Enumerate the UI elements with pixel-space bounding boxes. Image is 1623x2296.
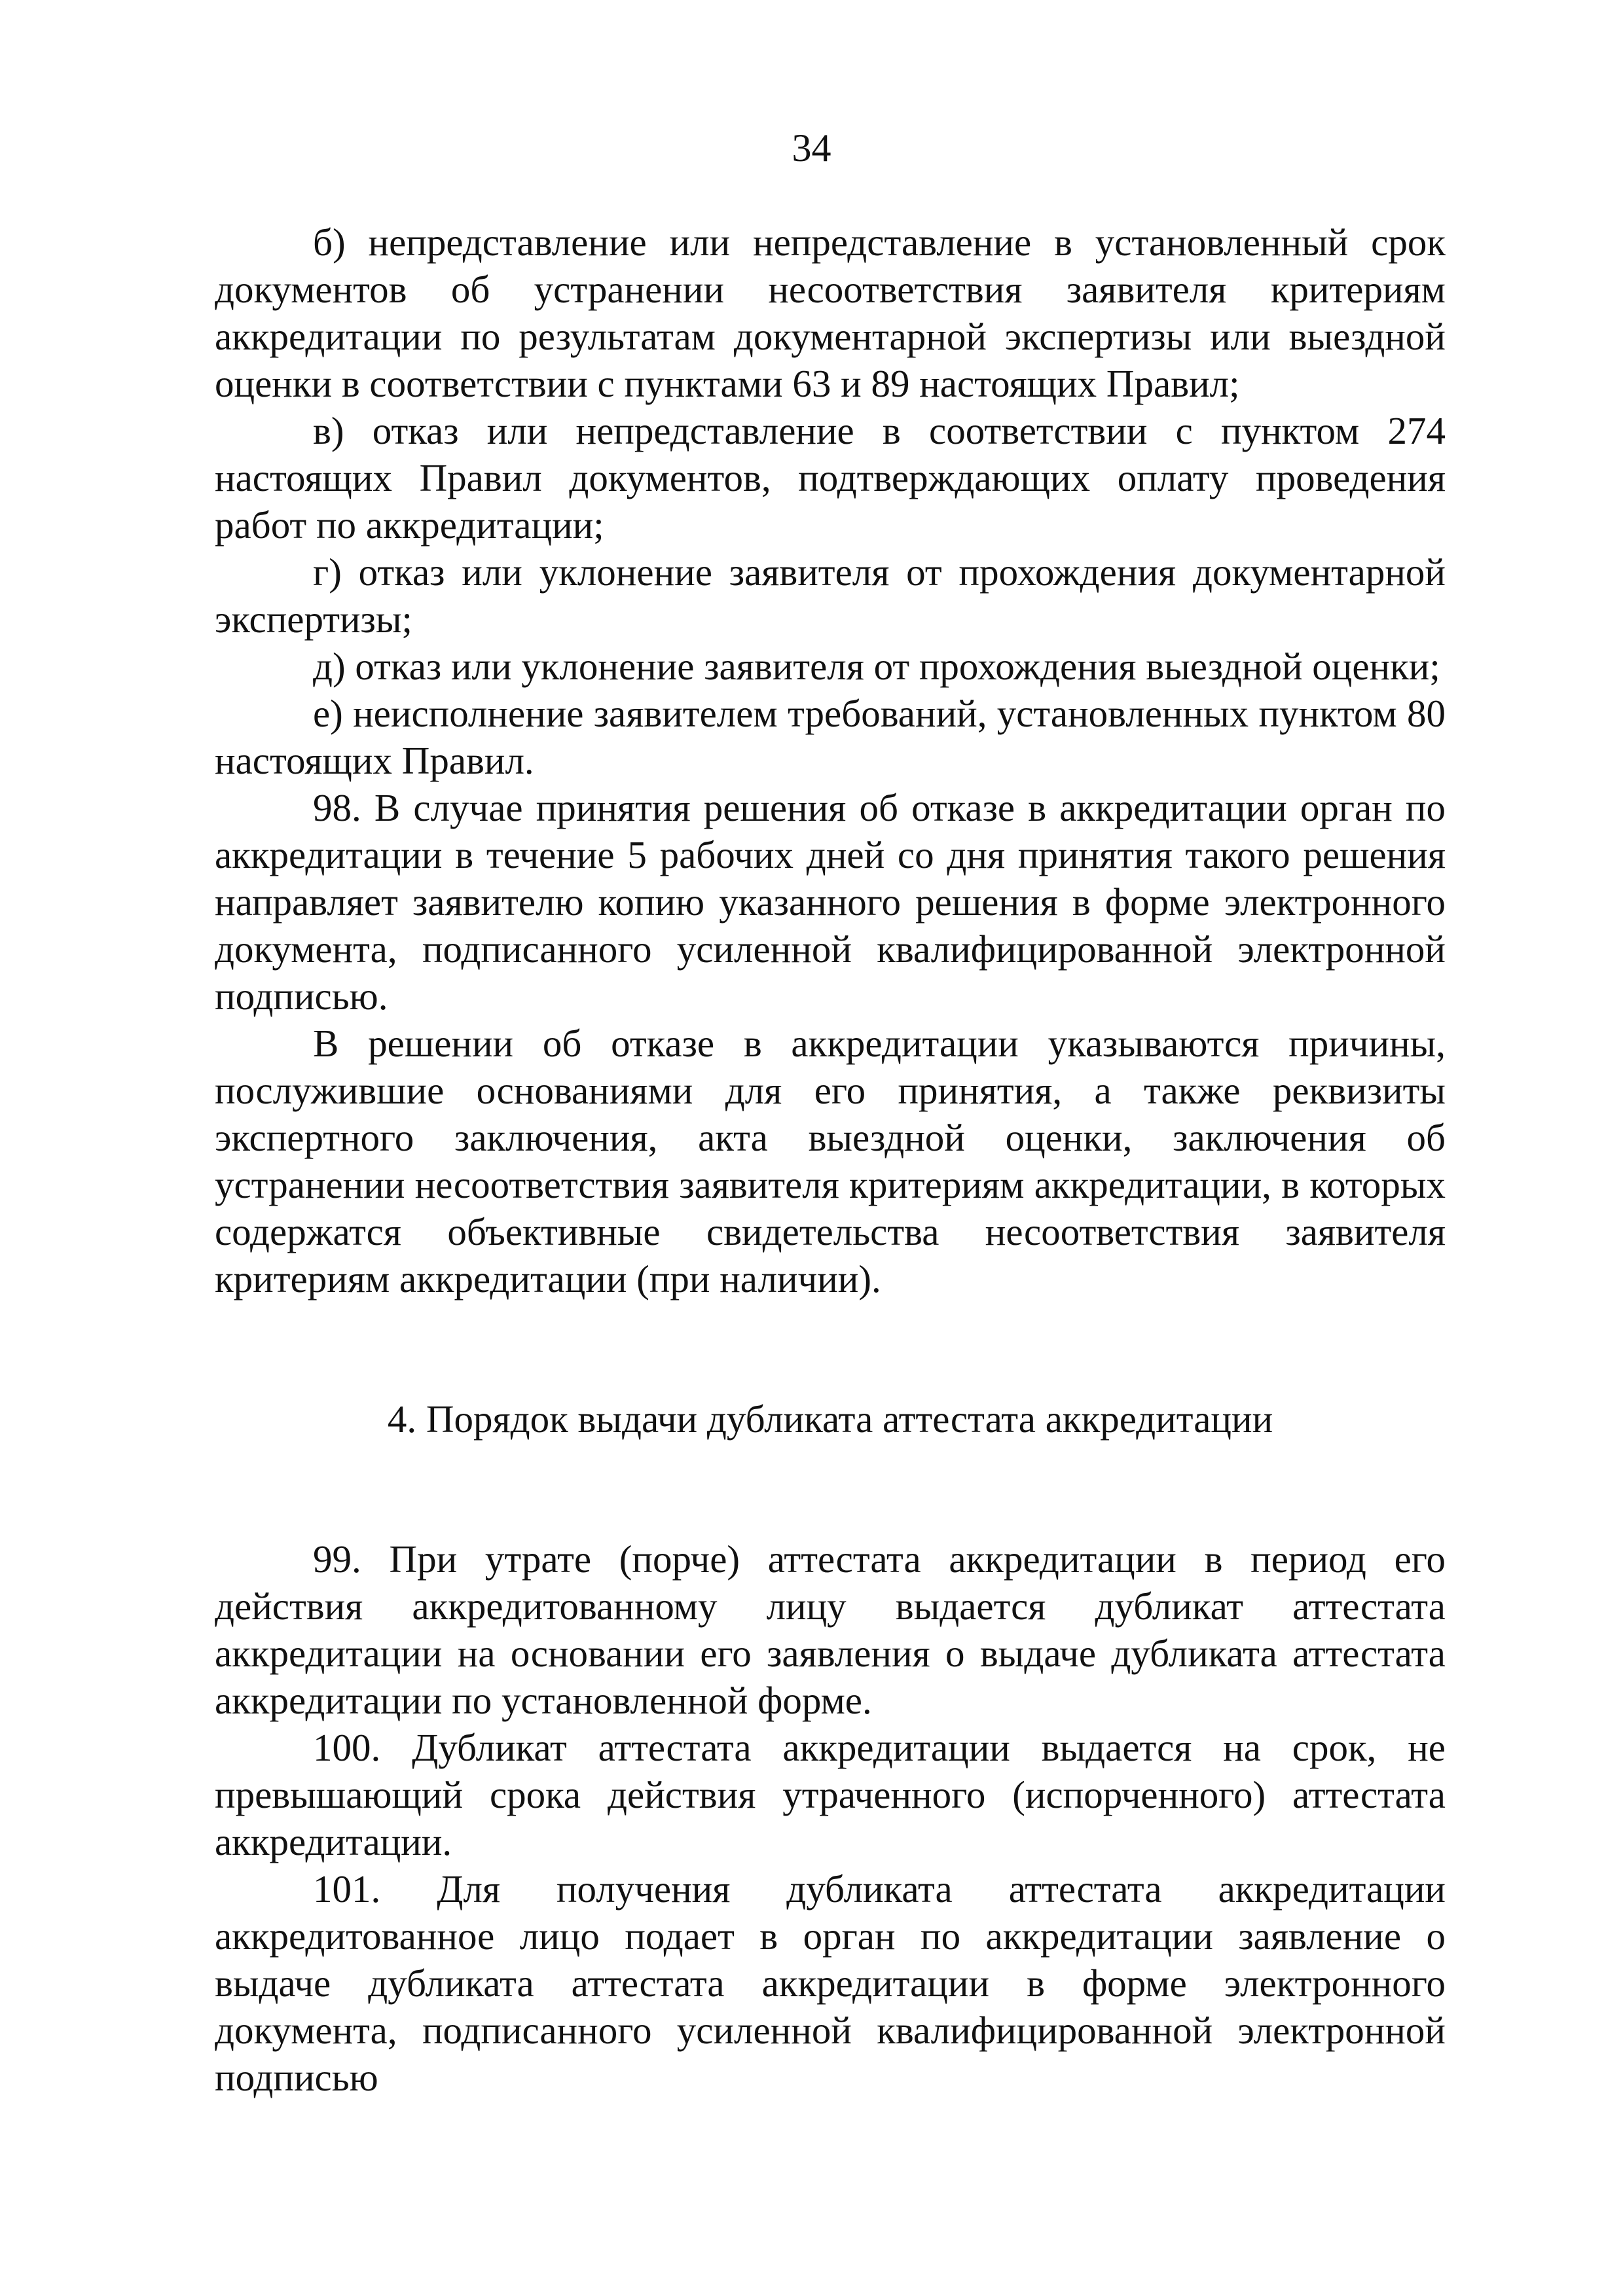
paragraph-d: д) отказ или уклонение заявителя от прохождения выездной оценки; <box>313 645 1440 688</box>
paragraph-100: 100. Дубликат аттестата аккредитации выдается на срок, не превышающий срока действия утраченного (испорченного) аттестата аккредитации. <box>215 1726 1446 1863</box>
section-heading: 4. Порядок выдачи дубликата аттестата аккредитации <box>387 1397 1273 1441</box>
paragraph-e: е) неисполнение заявителем требований, установленных пунктом 80 настоящих Правил. <box>215 692 1446 782</box>
page-number: 34 <box>792 126 831 170</box>
paragraph-g: г) отказ или уклонение заявителя от прохождения документарной экспертизы; <box>215 550 1446 641</box>
paragraph-98: 98. В случае принятия решения об отказе в аккредитации орган по аккредитации в течение 5 рабочих дней со дня принятия такого решения направляет заявителю копию указанного решения в форме электронного документа, подписанного усиленной квалифицированной электронной подписью. <box>215 786 1446 1018</box>
document-body <box>215 219 1446 2101</box>
paragraph-99: 99. При утрате (порче) аттестата аккредитации в период его действия аккредитованному лицу выдается дубликат аттестата аккредитации на основании его заявления о выдаче дубликата аттестата аккредитации по установленной форме. <box>215 1537 1446 1722</box>
paragraph-b: б) непредставление или непредставление в установленный срок документов об устранении несоответствия заявителя критериям аккредитации по результатам документарной экспертизы или выездной оценки в соответствии с пунктами 63 и 89 настоящих Правил; <box>215 221 1446 405</box>
paragraph-101: 101. Для получения дубликата аттестата аккредитации аккредитованное лицо подает в орган по аккредитации заявление о выдаче дубликата аттестата аккредитации в форме электронного документа, подписанного усиленной квалифицированной электронной подписью <box>215 1867 1446 2099</box>
paragraph-v: в) отказ или непредставление в соответствии с пунктом 274 настоящих Правил документов, подтверждающих оплату проведения работ по аккредитации; <box>215 409 1446 547</box>
paragraph-98-decision: В решении об отказе в аккредитации указываются причины, послужившие основаниями для его принятия, а также реквизиты экспертного заключения, акта выездной оценки, заключения об устранении несоответствия заявителя критериям аккредитации, в которых содержатся объективные свидетельства несоответствия заявителя критериям аккредитации (при наличии). <box>215 1022 1446 1300</box>
